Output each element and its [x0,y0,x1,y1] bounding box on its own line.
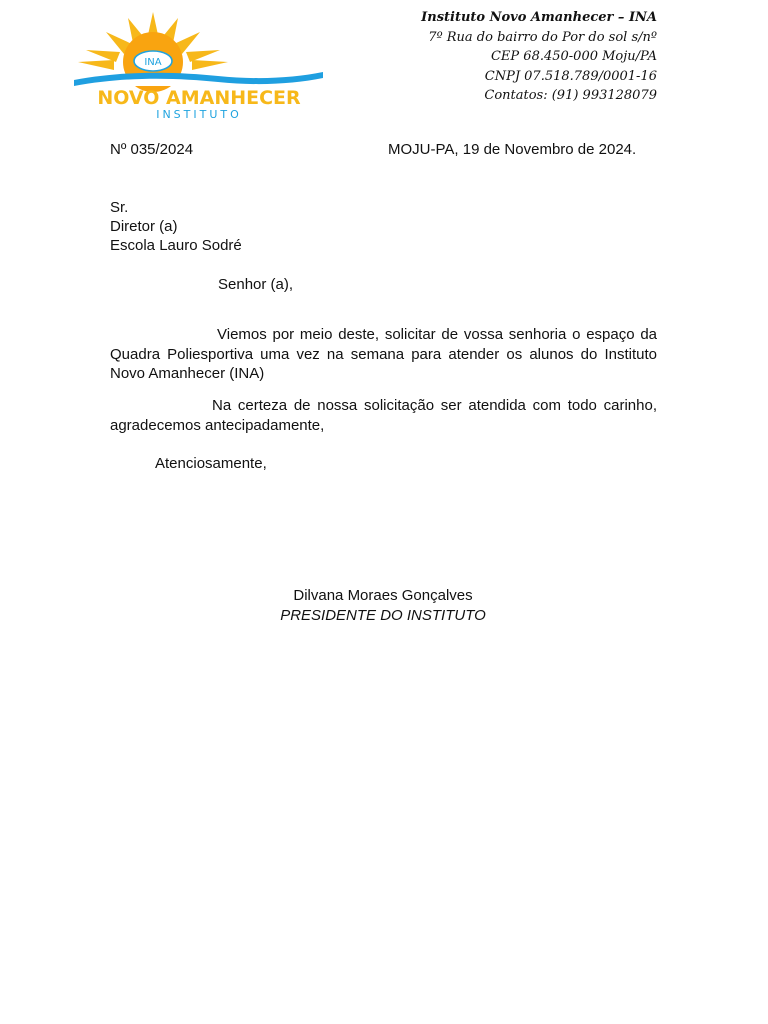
recipient-school: Escola Lauro Sodré [110,237,242,254]
org-name: Instituto Novo Amanhecer – INA [421,10,657,25]
signature-name: Dilvana Moraes Gonçalves [293,587,473,604]
salutation: Senhor (a), [218,276,294,293]
letter-date: MOJU-PA, 19 de Novembro de 2024. [388,141,637,158]
org-address: 7º Rua do bairro do Por do sol s/nº [428,29,657,45]
logo-graphic [68,12,330,122]
recipient-position: Diretor (a) [110,218,178,235]
logo-subtitle: INSTITUTO [156,108,242,121]
org-cnpj: CNPJ 07.518.789/0001-16 [484,68,657,84]
org-contacts: Contatos: (91) 993128079 [484,88,657,104]
ina-badge-text: INA [144,57,162,68]
org-cep: CEP 68.450-000 Moju/PA [490,49,657,65]
letter-number: Nº 035/2024 [110,141,194,158]
institute-logo [68,12,330,122]
signature-title: PRESIDENTE DO INSTITUTO [280,606,486,624]
letterhead-info [421,8,657,106]
body-paragraph-2: Na certeza de nossa solicitação ser atendida com todo carinho, agradecemos antecipadamente, [110,397,657,434]
signature-block [0,586,766,625]
recipient-title: Sr. [110,199,129,216]
closing: Atenciosamente, [155,455,267,472]
body-paragraph-1: Viemos por meio deste, solicitar de vossa senhoria o espaço da Quadra Poliesportiva uma vez na semana para atender os alunos do Instituto Novo Amanhecer (INA) [110,326,657,382]
logo-name: NOVO AMANHECER [97,87,301,109]
